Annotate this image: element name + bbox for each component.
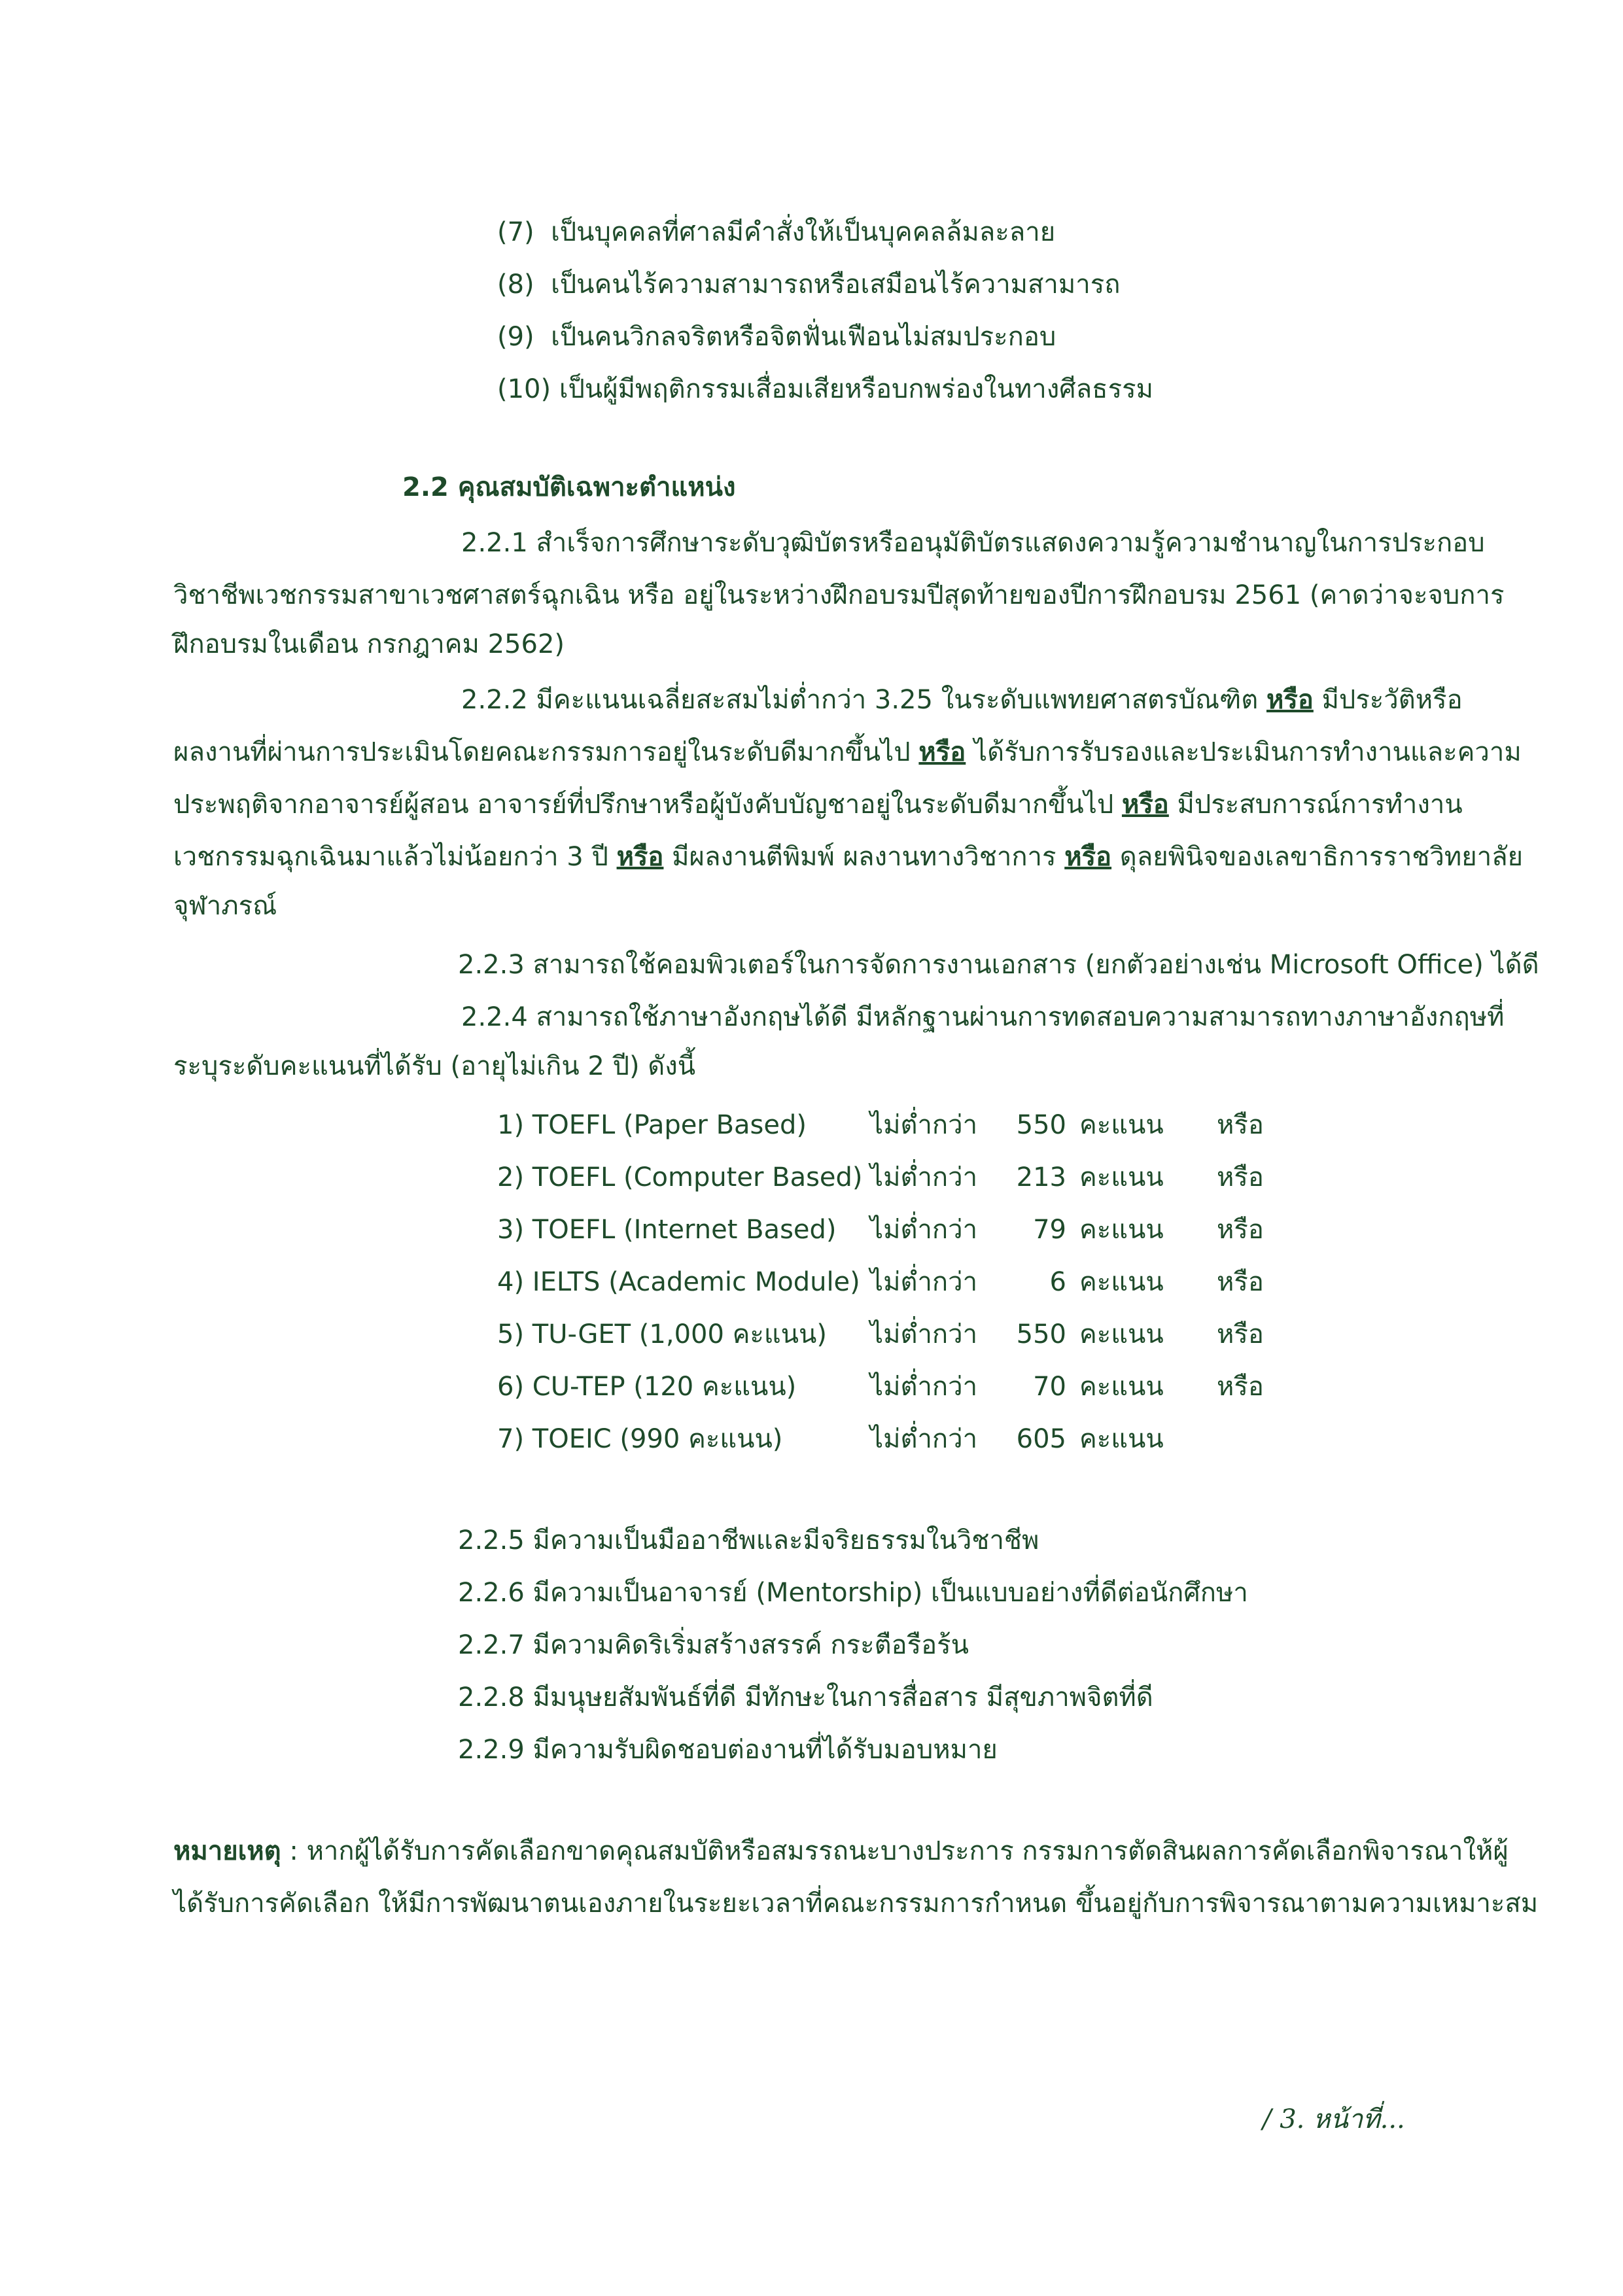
minimum-label: ไม่ต่ำกว่า <box>870 1162 978 1192</box>
note-line2: ได้รับการคัดเลือก ให้มีการพัฒนาตนเองภายในระยะเวลาที่คณะกรรมการกำหนด ขึ้นอยู่กับการพิจารณาตามความเหมาะสม <box>173 1888 1539 1919</box>
test-name: 6) CU-TEP (120 คะแนน) <box>497 1372 797 1402</box>
minimum-score: 6 <box>1049 1267 1066 1297</box>
section-heading: 2.2 คุณสมบัติเฉพาะตำแหน่ง <box>402 472 736 502</box>
qualification-2-2-2-line1 <box>461 680 1463 720</box>
minimum-label: ไม่ต่ำกว่า <box>870 1215 978 1245</box>
qualification-2-2-6: 2.2.6 มีความเป็นอาจารย์ (Mentorship) เป็นแบบอย่างที่ดีต่อนักศึกษา <box>458 1578 1248 1608</box>
note-line1 <box>173 1832 1509 1871</box>
item-text: เป็นบุคคลที่ศาลมีคำสั่งให้เป็นบุคคลล้มละลาย <box>551 217 1056 247</box>
text-segment: มีผลงานตีพิมพ์ ผลงานทางวิชาการ <box>672 842 1056 872</box>
or-keyword: หรือ <box>1121 790 1169 820</box>
qualification-2-2-1-line3: ฝึกอบรมในเดือน กรกฎาคม 2562) <box>173 629 565 659</box>
or-keyword: หรือ <box>616 842 664 872</box>
qualification-2-2-8: 2.2.8 มีมนุษยสัมพันธ์ที่ดี มีทักษะในการสื่อสาร มีสุขภาพจิตที่ดี <box>458 1682 1153 1713</box>
or-keyword: หรือ <box>1064 842 1112 872</box>
text-segment: ผลงานที่ผ่านการประเมินโดยคณะกรรมการอยู่ในระดับดีมากขึ้นไป <box>173 737 911 767</box>
note-text: : หากผู้ได้รับการคัดเลือกขาดคุณสมบัติหรือสมรรถนะบางประการ กรรมการตัดสินผลการคัดเลือกพิจารณาให้ผู้ <box>289 1836 1509 1866</box>
test-name: 1) TOEFL (Paper Based) <box>497 1110 807 1140</box>
text-segment: มีประวัติหรือ <box>1321 685 1463 715</box>
item-number: (7) <box>497 217 534 247</box>
qualification-2-2-7: 2.2.7 มีความคิดริเริ่มสร้างสรรค์ กระตือรือร้น <box>458 1630 969 1660</box>
disqualification-item <box>497 213 1055 252</box>
text-segment: ประพฤติจากอาจารย์ผู้สอน อาจารย์ที่ปรึกษาหรือผู้บังคับบัญชาอยู่ในระดับดีมากขึ้นไป <box>173 790 1114 820</box>
qualification-2-2-3: 2.2.3 สามารถใช้คอมพิวเตอร์ในการจัดการงานเอกสาร (ยกตัวอย่างเช่น Microsoft Office) ได้ดี <box>458 950 1539 980</box>
score-unit: คะแนน <box>1079 1372 1164 1402</box>
qualification-2-2-1-line1: 2.2.1 สำเร็จการศึกษาระดับวุฒิบัตรหรืออนุมัติบัตรแสดงความรู้ความชำนาญในการประกอบ <box>461 528 1485 558</box>
test-name: 7) TOEIC (990 คะแนน) <box>497 1424 783 1454</box>
page-continuation-footer: / 3. หน้าที่... <box>1263 2104 1405 2134</box>
minimum-label: ไม่ต่ำกว่า <box>870 1267 978 1297</box>
qualification-2-2-2-line5: จุฬาภรณ์ <box>173 891 277 921</box>
minimum-score: 550 <box>1016 1110 1066 1140</box>
test-name: 5) TU-GET (1,000 คะแนน) <box>497 1319 827 1349</box>
test-name: 3) TOEFL (Internet Based) <box>497 1215 837 1245</box>
or-keyword: หรือ <box>1217 1110 1264 1140</box>
disqualification-item <box>497 317 1056 357</box>
note-label: หมายเหตุ <box>173 1836 281 1866</box>
test-name: 2) TOEFL (Computer Based) <box>497 1162 863 1192</box>
score-unit: คะแนน <box>1079 1215 1164 1245</box>
qualification-2-2-9: 2.2.9 มีความรับผิดชอบต่องานที่ได้รับมอบหมาย <box>458 1735 998 1765</box>
item-text: เป็นคนวิกลจริตหรือจิตฟั่นเฟือนไม่สมประกอบ <box>551 322 1056 352</box>
or-keyword: หรือ <box>1217 1215 1264 1245</box>
or-keyword: หรือ <box>1217 1162 1264 1192</box>
or-keyword: หรือ <box>1266 685 1314 715</box>
item-text: เป็นคนไร้ความสามารถหรือเสมือนไร้ความสามารถ <box>551 270 1121 300</box>
score-unit: คะแนน <box>1079 1110 1164 1140</box>
item-number: (10) <box>497 374 551 404</box>
or-keyword: หรือ <box>1217 1319 1264 1349</box>
qualification-2-2-2-line3 <box>173 785 1463 824</box>
score-unit: คะแนน <box>1079 1319 1164 1349</box>
disqualification-item <box>497 370 1153 409</box>
text-segment: 2.2.2 มีคะแนนเฉลี่ยสะสมไม่ต่ำกว่า 3.25 ในระดับแพทยศาสตรบัณฑิต <box>461 685 1259 715</box>
qualification-2-2-1-line2: วิชาชีพเวชกรรมสาขาเวชศาสตร์ฉุกเฉิน หรือ อยู่ในระหว่างฝึกอบรมปีสุดท้ายของปีการฝึกอบรม 2561 (คาดว่าจะจบการ <box>173 580 1505 610</box>
qualification-2-2-5: 2.2.5 มีความเป็นมืออาชีพและมีจริยธรรมในวิชาชีพ <box>458 1525 1039 1556</box>
minimum-label: ไม่ต่ำกว่า <box>870 1110 978 1140</box>
item-number: (8) <box>497 270 534 300</box>
qualification-2-2-2-line2 <box>173 733 1522 772</box>
minimum-score: 70 <box>1033 1372 1066 1402</box>
score-unit: คะแนน <box>1079 1267 1164 1297</box>
text-segment: เวชกรรมฉุกเฉินมาแล้วไม่น้อยกว่า 3 ปี <box>173 842 608 872</box>
qualification-2-2-4-line2: ระบุระดับคะแนนที่ได้รับ (อายุไม่เกิน 2 ปี) ดังนี้ <box>173 1051 696 1081</box>
score-unit: คะแนน <box>1079 1424 1164 1454</box>
disqualification-item <box>497 265 1120 304</box>
score-unit: คะแนน <box>1079 1162 1164 1192</box>
item-number: (9) <box>497 322 534 352</box>
minimum-score: 550 <box>1016 1319 1066 1349</box>
or-keyword: หรือ <box>918 737 966 767</box>
minimum-score: 213 <box>1016 1162 1066 1192</box>
or-keyword: หรือ <box>1217 1267 1264 1297</box>
qualification-2-2-4-line1: 2.2.4 สามารถใช้ภาษาอังกฤษได้ดี มีหลักฐานผ่านการทดสอบความสามารถทางภาษาอังกฤษที่ <box>461 1002 1505 1032</box>
minimum-label: ไม่ต่ำกว่า <box>870 1424 978 1454</box>
minimum-label: ไม่ต่ำกว่า <box>870 1319 978 1349</box>
item-text: เป็นผู้มีพฤติกรรมเสื่อมเสียหรือบกพร่องในทางศีลธรรม <box>559 374 1153 404</box>
text-segment: ดุลยพินิจของเลขาธิการราชวิทยาลัย <box>1119 842 1524 872</box>
minimum-score: 605 <box>1016 1424 1066 1454</box>
minimum-label: ไม่ต่ำกว่า <box>870 1372 978 1402</box>
minimum-score: 79 <box>1033 1215 1066 1245</box>
text-segment: ได้รับการรับรองและประเมินการทำงานและความ <box>973 737 1522 767</box>
or-keyword: หรือ <box>1217 1372 1264 1402</box>
text-segment: มีประสบการณ์การทำงาน <box>1177 790 1463 820</box>
test-name: 4) IELTS (Academic Module) <box>497 1267 860 1297</box>
qualification-2-2-2-line4 <box>173 837 1523 877</box>
